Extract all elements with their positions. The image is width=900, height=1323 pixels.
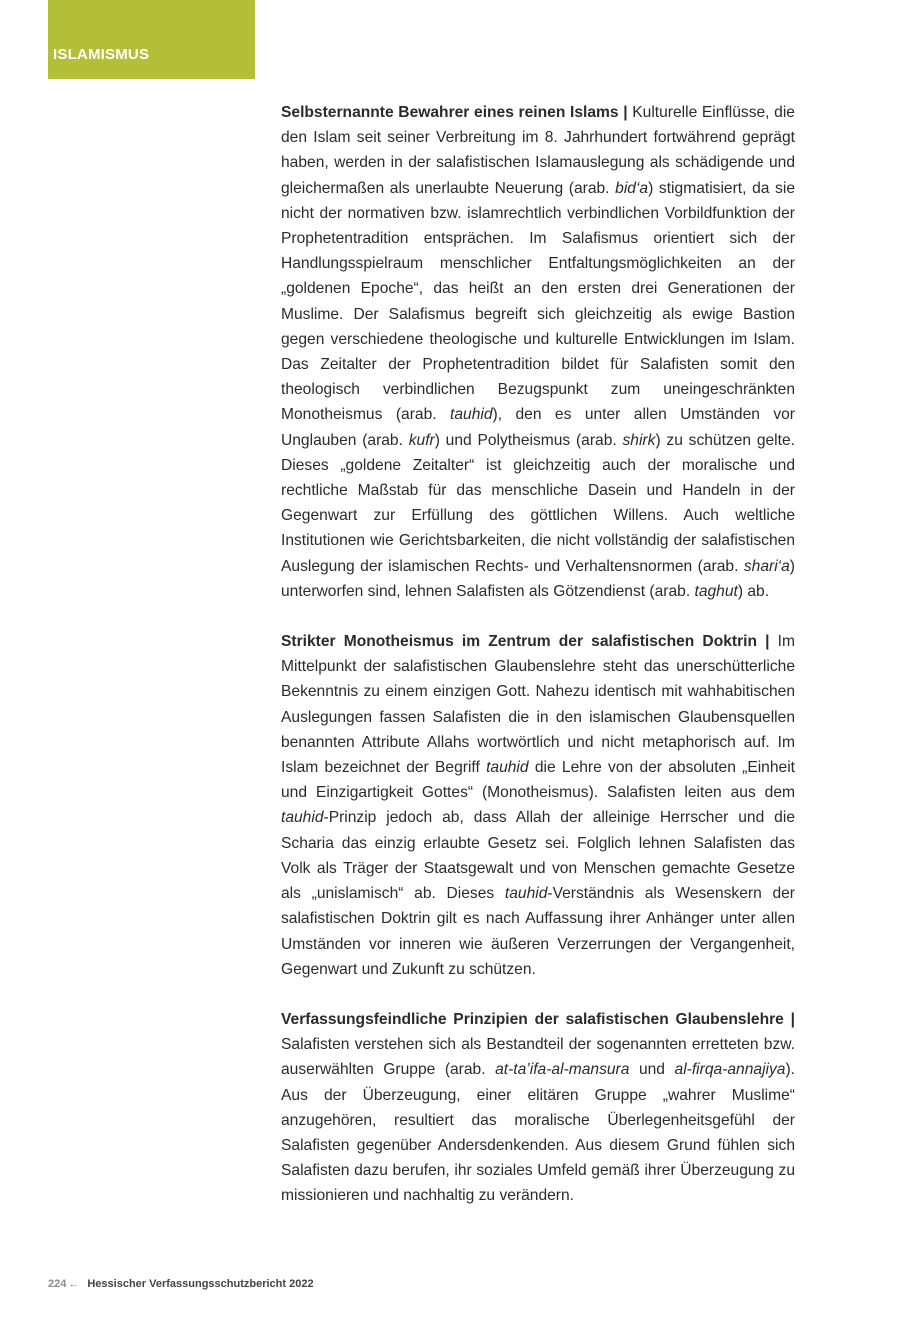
italic-term: tauhid (504, 885, 548, 903)
text-run: ) stigmatisiert, da sie nicht der normativen bzw. islamrechtlich verbindlichen Vorbildfunktion der Prophetentradition entsprächen. Im Salafismus orientiert sich der Handlungsspielraum menschlicher Entfaltungsmöglichkeiten an der „goldenen Epoche“, das heißt an den ersten drei Generationen der Muslime. Der Salafismus begreift sich gleichzeitig als ewige Bastion gegen verschiedene theologische und kulturelle Entwicklungen im Islam. Das Zeitalter der Prophetentradition bildet für Salafisten somit den theologisch verbindlichen Bezugspunkt zum uneingeschränkten Monotheismus (arab. (281, 179, 795, 424)
paragraph (281, 629, 795, 982)
italic-term: tauhid (486, 759, 529, 777)
article-body (281, 100, 795, 1234)
heading-separator: | (765, 633, 770, 651)
paragraph-body (281, 1036, 795, 1204)
text-run: Im Mittelpunkt der salafistischen Glaubenslehre steht das unerschütterliche Bekenntnis zu einem einzigen Gott. Nahezu identisch mit wahhabitischen Auslegungen fassen Salafisten die in den islamischen Glaubensquellen benannten Attribute Allahs wortwörtlich und nicht metaphorisch auf. Im Islam bezeichnet der Begriff (281, 633, 795, 777)
paragraph-heading: Strikter Monotheismus im Zentrum der salafistischen Doktrin (281, 633, 758, 651)
italic-term: shirk (622, 431, 656, 449)
text-run: ) zu schützen gelte. Dieses „goldene Zeitalter“ ist gleichzeitig auch der moralische und rechtliche Maßstab für das menschliche Dasein und Handeln in der Gegenwart zur Erfüllung des göttlichen Willens. Auch weltliche Institutionen wie Gerichtsbarkeiten, die nicht vollständig der salafistischen Auslegung der islamischen Rechts- und Verhaltensnormen (arab. (281, 431, 795, 575)
text-run: ), den es unter allen Umständen vor Unglauben (arab. (281, 406, 796, 449)
text-run: ) unterworfen sind, lehnen Salafisten als Götzendienst (arab. (281, 557, 795, 600)
arrow-left-icon[interactable]: ← (68, 1278, 80, 1290)
heading-separator: | (790, 1010, 795, 1028)
text-run: ) und Polytheismus (arab. (434, 431, 623, 449)
paragraph-heading: Verfassungsfeindliche Prinzipien der salafistischen Glaubenslehre (281, 1010, 784, 1028)
heading-separator: | (623, 104, 628, 121)
italic-term: tauhid (450, 406, 493, 424)
paragraph-body (281, 104, 795, 600)
page-number: 224 (48, 1278, 67, 1290)
italic-term: bid‘a (615, 179, 649, 197)
text-run: und (629, 1061, 675, 1079)
paragraph (281, 100, 795, 604)
paragraph-heading: Selbsternannte Bewahrer eines reinen Islams (281, 104, 619, 121)
publication-title: Hessischer Verfassungsschutzbericht 2022 (87, 1278, 314, 1290)
text-run: die Lehre von der absoluten „Einheit und Einzigartigkeit Gottes“ (Monotheismus). Salafisten leiten aus dem (281, 759, 795, 802)
italic-term: al-firqa-annajiya (674, 1061, 786, 1079)
text-run: -Verständnis als Wesenskern der salafistischen Doktrin gilt es nach Auffassung ihrer Anhänger unter allen Umständen vor inneren wie äußeren Verzerrungen der Vergangenheit, Gegenwart und Zukunft zu schützen. (281, 885, 795, 978)
text-run: ). Aus der Überzeugung, einer elitären Gruppe „wahrer Muslime“ anzugehören, resultiert das moralische Überlegenheitsgefühl der Salafisten gegenüber Andersdenkenden. Aus diesem Grund fühlen sich Salafisten dazu berufen, ihr soziales Umfeld gemäß ihrer Überzeugung zu missionieren und nachhaltig zu verändern. (281, 1061, 795, 1205)
text-run: ) ab. (737, 582, 770, 600)
italic-term: kufr (408, 431, 435, 449)
paragraph-body (281, 633, 795, 978)
page-footer (48, 1278, 314, 1290)
section-label: ISLAMISMUS (53, 46, 150, 63)
italic-term: shari‘a (743, 557, 790, 575)
text-run: Salafisten verstehen sich als Bestandteil der sogenannten erretteten bzw. auserwählten Gruppe (arab. (281, 1036, 795, 1079)
section-tab (48, 0, 255, 79)
italic-term: tauhid (281, 809, 324, 827)
text-run: Kulturelle Einflüsse, die den Islam seit seiner Verbreitung im 8. Jahrhundert fortwährend geprägt haben, werden in der salafistischen Islamauslegung als schädigende und gleichermaßen als unerlaubte Neuerung (arab. (281, 104, 795, 197)
paragraph (281, 1007, 795, 1209)
text-run: -Prinzip jedoch ab, dass Allah der alleinige Herrscher und die Scharia das einzig erlaubte Gesetz sei. Folglich lehnen Salafisten das Volk als Träger der Staatsgewalt und von Menschen gemachte Gesetze als „unislamisch“ ab. Dieses (281, 809, 795, 903)
italic-term: taghut (694, 582, 738, 600)
italic-term: at-ta’ifa-al-mansura (495, 1061, 630, 1079)
